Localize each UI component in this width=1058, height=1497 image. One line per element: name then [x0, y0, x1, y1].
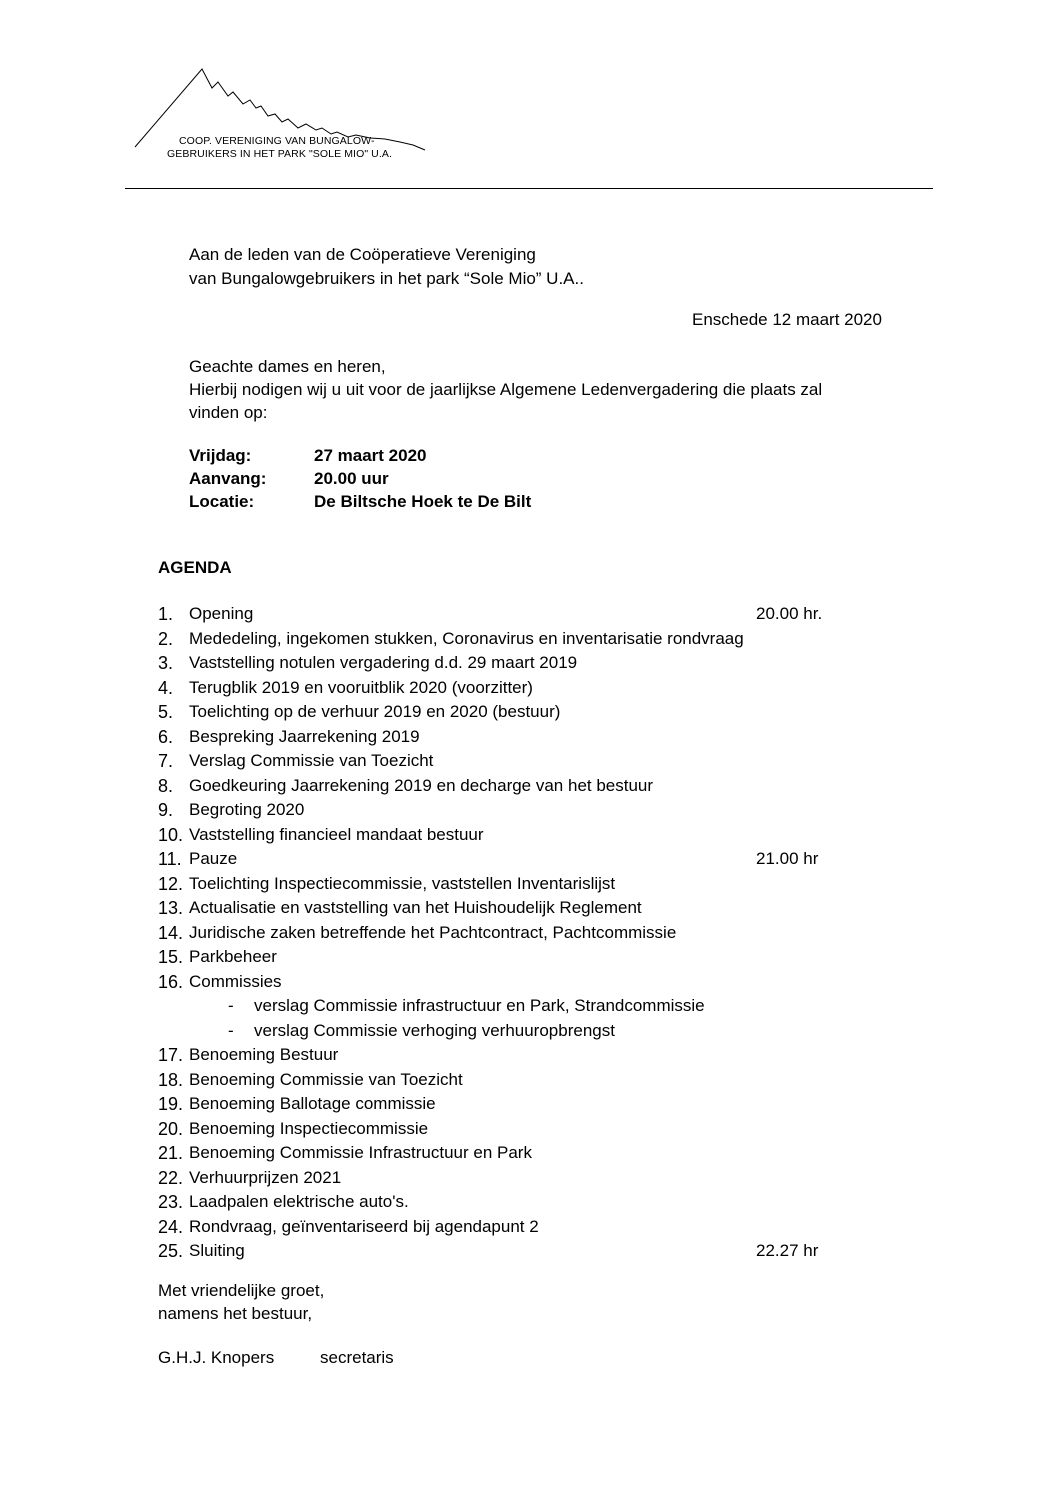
agenda-item: [158, 774, 848, 799]
closing-line2: namens het bestuur,: [158, 1304, 313, 1323]
agenda-item-number: 5.: [158, 702, 174, 722]
agenda-item-text: Verslag Commissie van Toezicht: [189, 751, 434, 770]
subitem-dash: -: [228, 996, 234, 1015]
agenda-item-number: 6.: [158, 726, 174, 747]
agenda-item-text: Toelichting op de verhuur 2019 en 2020 (bestuur): [189, 702, 561, 721]
intro-line2: vinden op:: [189, 403, 268, 422]
closing-line1: Met vriendelijke groet,: [158, 1281, 325, 1300]
agenda-item-text: Benoeming Commissie Infrastructuur en Park: [189, 1143, 532, 1162]
agenda-item-text: Benoeming Inspectiecommissie: [189, 1118, 429, 1138]
agenda-item: [158, 1117, 848, 1142]
start-label: Aanvang:: [189, 469, 267, 488]
agenda-item: [158, 676, 848, 701]
agenda-item: [158, 1092, 848, 1117]
agenda-item-number: 11.: [158, 849, 182, 869]
logo-text-line1: COOP. VERENIGING VAN BUNGALOW-: [179, 135, 375, 147]
agenda-item: [158, 1215, 848, 1240]
agenda-item: [158, 602, 848, 627]
agenda-item-number: 25.: [158, 1241, 184, 1261]
agenda-item-time: 22.27 hr: [756, 1241, 819, 1260]
signature-block: [158, 1348, 394, 1368]
addressee-line1: Aan de leden van de Coöperatieve Vereniging: [189, 245, 536, 264]
signatory-name: G.H.J. Knopers: [158, 1348, 275, 1367]
agenda-item: [158, 1166, 848, 1191]
intro-line1: Hierbij nodigen wij u uit voor de jaarlijkse Algemene Ledenvergadering die plaats zal: [189, 380, 823, 399]
agenda-item: [158, 798, 848, 823]
start-value: 20.00 uur: [314, 469, 389, 488]
salutation: Geachte dames en heren,: [189, 357, 386, 376]
intro-block: [189, 355, 822, 424]
agenda-item: [158, 823, 848, 848]
signatory-role: secretaris: [320, 1348, 394, 1367]
agenda-item: [158, 847, 848, 872]
agenda-item-time: 21.00 hr: [756, 849, 819, 868]
agenda-item-text: Mededeling, ingekomen stukken, Coronavirus en inventarisatie rondvraag: [189, 628, 744, 648]
agenda-item-number: 23.: [158, 1192, 184, 1212]
agenda-item-text: Pauze: [189, 849, 238, 868]
logo-text-line2: GEBRUIKERS IN HET PARK "SOLE MIO" U.A.: [167, 148, 392, 160]
agenda-item-number: 18.: [158, 1069, 184, 1090]
agenda-subitem: [158, 1019, 848, 1044]
location-label: Locatie:: [189, 492, 255, 511]
day-label: Vrijdag:: [189, 446, 252, 465]
agenda-item: [158, 872, 848, 897]
location-value: De Biltsche Hoek te De Bilt: [314, 492, 532, 511]
agenda-item-text: Sluiting: [189, 1241, 245, 1260]
agenda-item: [158, 970, 848, 995]
meeting-details: [189, 444, 531, 513]
agenda-item-text: Goedkeuring Jaarrekening 2019 en decharge van het bestuur: [189, 775, 654, 795]
subitem-text: verslag Commissie infrastructuur en Park, Strandcommissie: [254, 996, 705, 1015]
agenda-list: [158, 602, 848, 1264]
day-value: 27 maart 2020: [314, 446, 427, 465]
agenda-item-text: Opening: [189, 604, 254, 623]
header-divider: [125, 188, 933, 189]
agenda-subitem: [158, 994, 848, 1019]
addressee-block: [189, 243, 584, 291]
agenda-item-number: 8.: [158, 775, 174, 796]
agenda-item: [158, 1043, 848, 1068]
agenda-item-number: 22.: [158, 1167, 184, 1188]
agenda-item-number: 21.: [158, 1143, 184, 1163]
agenda-item: [158, 921, 848, 946]
agenda-item-text: Commissies: [189, 971, 282, 991]
agenda-item-text: Vaststelling financieel mandaat bestuur: [189, 824, 484, 844]
agenda-item-text: Verhuurprijzen 2021: [189, 1167, 342, 1187]
agenda-item-text: Benoeming Ballotage commissie: [189, 1094, 436, 1113]
agenda-item: [158, 945, 848, 970]
meeting-start-row: [189, 467, 531, 490]
agenda-item-number: 15.: [158, 947, 184, 967]
association-logo: [130, 64, 430, 164]
agenda-item-number: 3.: [158, 653, 174, 673]
agenda-item-text: Terugblik 2019 en vooruitblik 2020 (voorzitter): [189, 677, 533, 697]
agenda-item-number: 20.: [158, 1118, 184, 1139]
agenda-item-text: Actualisatie en vaststelling van het Huishoudelijk Reglement: [189, 898, 642, 917]
letter-date: Enschede 12 maart 2020: [692, 310, 882, 329]
agenda-item-number: 10.: [158, 824, 184, 845]
agenda-item: [158, 627, 848, 652]
subitem-dash: -: [228, 1020, 234, 1040]
agenda-item-text: Begroting 2020: [189, 800, 305, 819]
agenda-title: AGENDA: [158, 558, 232, 577]
agenda-item-number: 1.: [158, 604, 174, 624]
subitem-text: verslag Commissie verhoging verhuuropbrengst: [254, 1020, 615, 1040]
agenda-item-number: 13.: [158, 898, 184, 918]
agenda-item-text: Toelichting Inspectiecommissie, vaststellen Inventarislijst: [189, 873, 616, 893]
agenda-item-number: 19.: [158, 1094, 184, 1114]
agenda-item: [158, 1239, 848, 1264]
agenda-item-text: Bespreking Jaarrekening 2019: [189, 726, 420, 746]
agenda-item: [158, 1190, 848, 1215]
agenda-item-text: Rondvraag, geïnventariseerd bij agendapunt 2: [189, 1216, 539, 1236]
agenda-item: [158, 700, 848, 725]
agenda-item-number: 2.: [158, 628, 174, 649]
closing-block: [158, 1279, 324, 1325]
agenda-item: [158, 749, 848, 774]
meeting-location-row: [189, 490, 531, 513]
agenda-item-time: 20.00 hr.: [756, 604, 823, 623]
agenda-item-text: Parkbeheer: [189, 947, 277, 966]
meeting-day-row: [189, 444, 531, 467]
agenda-item-number: 12.: [158, 873, 184, 894]
agenda-item-number: 7.: [158, 751, 174, 771]
agenda-item-number: 9.: [158, 800, 174, 820]
agenda-item: [158, 896, 848, 921]
agenda-item-number: 16.: [158, 971, 184, 992]
agenda-item-number: 17.: [158, 1045, 184, 1065]
agenda-item-text: Benoeming Commissie van Toezicht: [189, 1069, 463, 1089]
agenda-item: [158, 1068, 848, 1093]
agenda-item-text: Vaststelling notulen vergadering d.d. 29 maart 2019: [189, 653, 578, 672]
agenda-item: [158, 1141, 848, 1166]
agenda-item-number: 24.: [158, 1216, 184, 1237]
agenda-item: [158, 725, 848, 750]
addressee-line2: van Bungalowgebruikers in het park “Sole Mio” U.A..: [189, 269, 584, 288]
agenda-item-number: 14.: [158, 922, 184, 943]
agenda-item-number: 4.: [158, 677, 174, 698]
agenda-item-text: Juridische zaken betreffende het Pachtcontract, Pachtcommissie: [189, 922, 677, 942]
agenda-item-text: Benoeming Bestuur: [189, 1045, 339, 1064]
agenda-item-text: Laadpalen elektrische auto's.: [189, 1192, 409, 1211]
agenda-item: [158, 651, 848, 676]
